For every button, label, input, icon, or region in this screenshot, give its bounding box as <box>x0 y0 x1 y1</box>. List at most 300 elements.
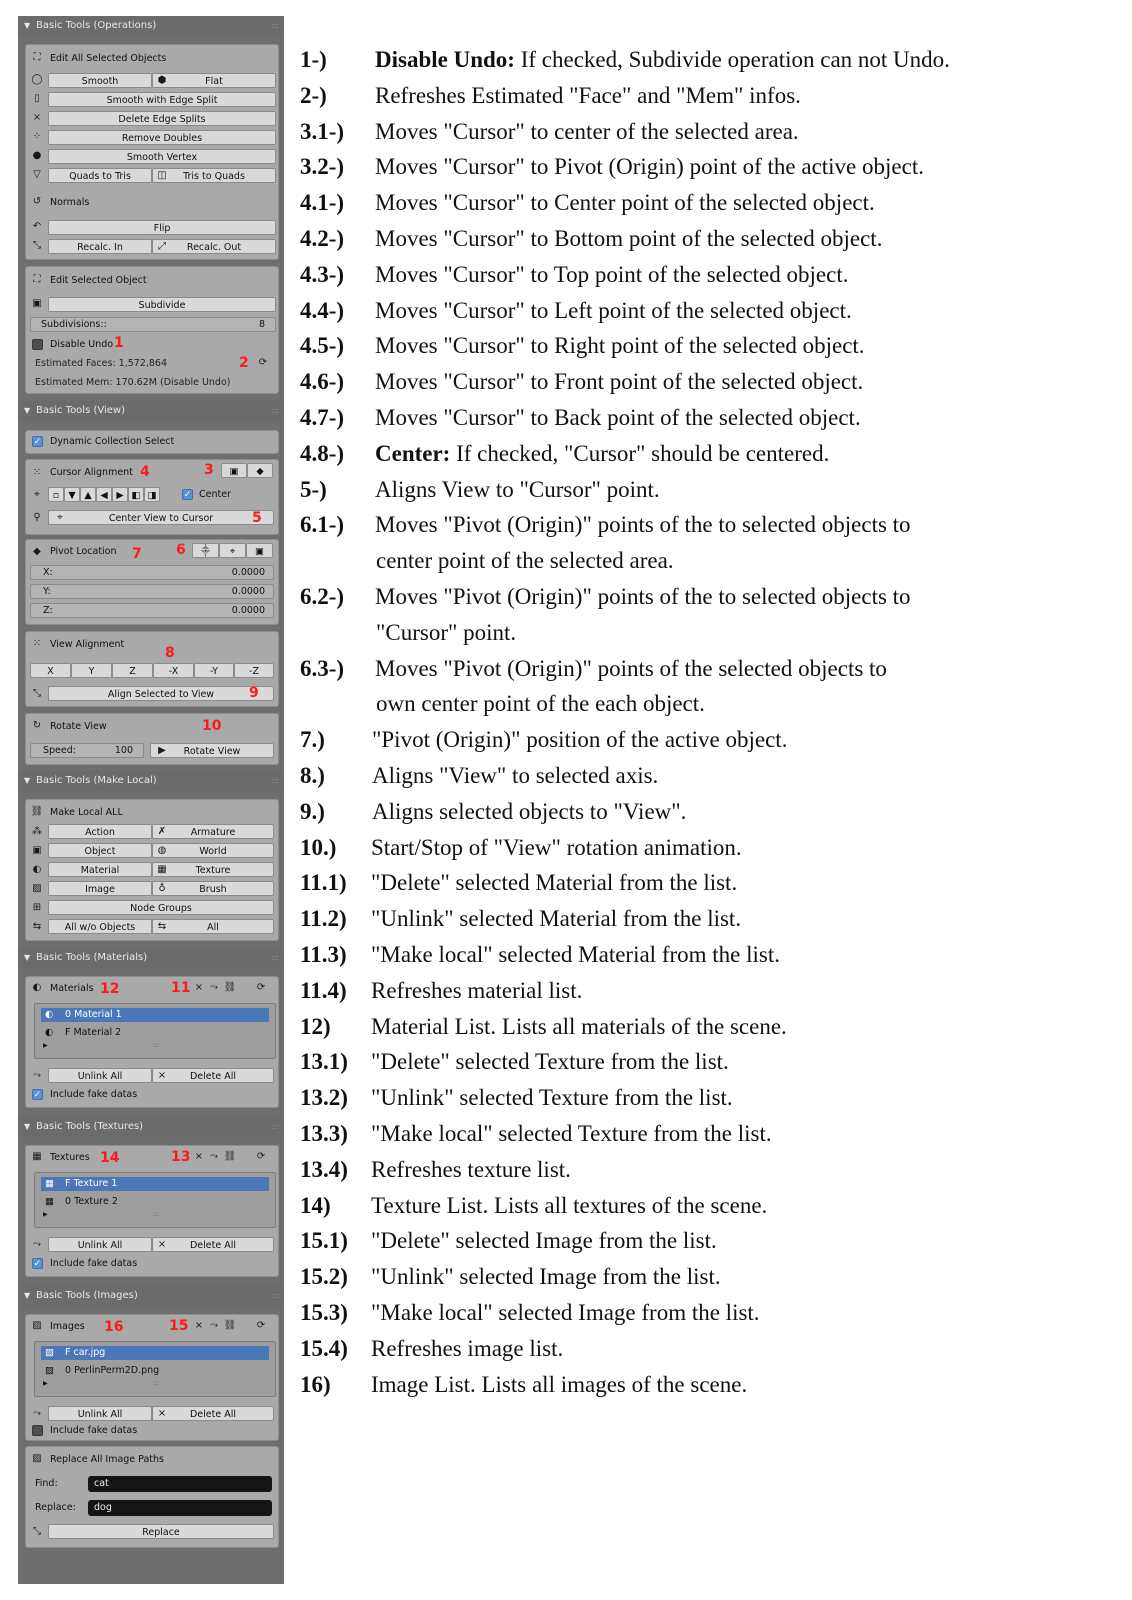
cursor-right-icon: ▶ <box>116 490 124 501</box>
pivot-location-label: Pivot Location <box>50 546 117 557</box>
collapse-triangle-icon: ▼ <box>24 21 31 30</box>
flip-button[interactable]: Flip <box>48 220 276 235</box>
description-text <box>371 830 742 866</box>
cursor-top-icon: ▲ <box>84 490 92 501</box>
material-unlink-icon[interactable]: ⤳ <box>210 982 218 993</box>
material-refresh-icon[interactable]: ⟳ <box>256 982 266 993</box>
pivot-x-value: 0.0000 <box>231 567 265 578</box>
texture-include-fake-label: Include fake datas <box>50 1258 138 1269</box>
cursor-alignment-label: Cursor Alignment <box>50 467 133 478</box>
description-key: 3.2-) <box>300 154 345 180</box>
description-text <box>375 364 863 400</box>
material-item-label: F Material 2 <box>65 1027 122 1038</box>
description-body: If checked, "Cursor" should be centered. <box>450 440 830 466</box>
description-key: 7.) <box>300 727 325 753</box>
image-refresh-icon[interactable]: ⟳ <box>256 1320 266 1331</box>
delete-edge-splits-button[interactable]: Delete Edge Splits <box>48 111 276 126</box>
material-include-fake-checkbox[interactable]: ✓ <box>33 1090 42 1100</box>
recalc-out-button[interactable] <box>152 239 276 254</box>
description-key: 4.3-) <box>300 261 345 287</box>
pivot-z-field[interactable] <box>30 603 274 618</box>
description-key: 11.3) <box>300 942 347 967</box>
rotate-view-icon: ↻ <box>32 720 42 731</box>
image-include-fake-checkbox[interactable] <box>32 1425 43 1436</box>
local-object-button[interactable]: Object <box>48 843 152 858</box>
local-all-wo-objects-button[interactable]: All w/o Objects <box>48 919 152 934</box>
annotation-8: 8 <box>165 645 175 661</box>
pivot-z-value: 0.0000 <box>231 605 265 616</box>
description-text <box>375 257 848 293</box>
list-item[interactable] <box>41 1195 269 1209</box>
description-key: 15.2) <box>300 1264 348 1290</box>
material-item-icon: ◐ <box>45 1009 54 1020</box>
description-body: Moves "Cursor" to Pivot (Origin) point of the active object. <box>375 154 924 180</box>
description-key: 4.2-) <box>300 226 345 251</box>
description-text <box>371 937 780 973</box>
resize-grip-icon[interactable]: ::: <box>153 1042 160 1049</box>
texture-item-label: F Texture 1 <box>65 1178 118 1189</box>
description-text <box>375 436 829 472</box>
pivot-y-value: 0.0000 <box>231 586 265 597</box>
description-bold: Center: <box>375 440 451 466</box>
delete-all-icon: × <box>157 1408 167 1419</box>
rotate-view-box <box>25 713 279 765</box>
replace-button[interactable]: Replace <box>48 1524 274 1539</box>
speed-field[interactable] <box>30 743 144 758</box>
cursor-back-icon: ◨ <box>147 490 157 501</box>
disable-undo-label: Disable Undo <box>50 339 114 350</box>
disable-undo-checkbox[interactable] <box>32 339 43 350</box>
description-body: Moves "Cursor" to Left point of the selected object. <box>375 297 852 323</box>
center-label: Center <box>199 489 231 500</box>
description-body: "Unlink" selected Material from the list. <box>371 906 742 932</box>
texture-label: Texture <box>195 865 231 876</box>
smooth-vertex-icon: ● <box>32 150 42 161</box>
description-body: Refreshes material list. <box>371 977 583 1003</box>
description-body: Start/Stop of "View" rotation animation. <box>371 834 742 860</box>
rotate-view-label: Rotate View <box>50 721 107 732</box>
expand-triangle-icon[interactable]: ▶ <box>43 1380 48 1387</box>
flat-button[interactable] <box>152 73 276 88</box>
cursor-icon: ⌖ <box>34 489 40 500</box>
delete-all-label: Delete All <box>189 1071 236 1082</box>
pivot-to-cursor-button[interactable] <box>219 543 246 558</box>
unlink-all-icon: ⤳ <box>33 1239 41 1250</box>
annotation-3: 3 <box>204 462 214 478</box>
blender-tools-panel <box>18 16 284 1584</box>
description-key: 8.) <box>300 763 325 788</box>
align-neg-y-button[interactable]: -Y <box>194 663 234 678</box>
edge-split-icon: ▯ <box>34 93 40 104</box>
description-body: Moves "Cursor" to center of the selected area. <box>375 118 799 144</box>
list-item[interactable] <box>41 1364 269 1378</box>
center-view-button[interactable] <box>48 510 274 525</box>
center-view-cursor-icon: ⌖ <box>57 512 63 523</box>
images-header-label: Basic Tools (Images) <box>36 1290 138 1301</box>
annotation-7: 7 <box>132 546 142 562</box>
pivot-to-cursor-icon: ⌖ <box>229 546 236 557</box>
pivot-to-selected-button[interactable] <box>192 543 219 558</box>
local-node-groups-button[interactable]: Node Groups <box>48 900 274 915</box>
recalc-out-label: Recalc. Out <box>186 242 242 253</box>
cursor-bottom-button[interactable] <box>64 487 80 502</box>
align-z-button[interactable]: Z <box>112 663 153 678</box>
align-selected-button[interactable]: Align Selected to View <box>48 686 274 701</box>
normals-label: Normals <box>50 197 90 208</box>
collapse-triangle-icon: ▼ <box>24 953 31 962</box>
local-material-button[interactable]: Material <box>48 862 152 877</box>
cursor-top-button[interactable] <box>80 487 96 502</box>
cursor-right-button[interactable] <box>112 487 128 502</box>
description-text <box>372 758 658 794</box>
smooth-icon: ◯ <box>31 74 43 85</box>
texture-refresh-icon[interactable]: ⟳ <box>256 1151 266 1162</box>
edit-mesh-icon: ⛶ <box>33 52 41 63</box>
description-body: Moves "Pivot (Origin)" points of the selected objects to <box>375 655 887 681</box>
edit-all-box <box>25 44 279 260</box>
dynamic-collection-box <box>25 430 279 454</box>
center-view-label: Center View to Cursor <box>108 513 214 524</box>
view-alignment-label: View Alignment <box>50 639 125 650</box>
cursor-alignment-box <box>25 459 279 535</box>
description-text <box>375 42 950 78</box>
description-body: "Make local" selected Material from the list. <box>371 942 780 967</box>
description-body: "Cursor" point. <box>376 619 517 645</box>
collapse-triangle-icon: ▼ <box>24 776 31 785</box>
drag-grip-icon[interactable]: :::: <box>271 406 278 415</box>
material-delete-all-button[interactable] <box>152 1068 274 1083</box>
delete-icon: × <box>32 112 42 123</box>
description-body: Moves "Cursor" to Back point of the selected object. <box>375 405 861 430</box>
textures-header-label: Basic Tools (Textures) <box>36 1121 144 1132</box>
recalc-in-button[interactable]: Recalc. In <box>48 239 152 254</box>
cursor-back-button[interactable] <box>144 487 160 502</box>
description-text <box>375 400 861 436</box>
cursor-to-pivot-button[interactable] <box>247 463 273 478</box>
description-key: 4.5-) <box>300 333 345 359</box>
material-list[interactable] <box>34 1003 276 1059</box>
description-body: Moves "Cursor" to Right point of the selected object. <box>375 333 865 359</box>
description-text <box>375 114 799 150</box>
edit-object-icon: ⛶ <box>33 274 41 285</box>
material-icon: ◐ <box>32 982 42 993</box>
description-text <box>375 78 801 114</box>
recalc-in-icon: ⤡ <box>33 240 41 251</box>
unlink-all-icon: ⤳ <box>33 1408 41 1419</box>
description-body: "Unlink" selected Texture from the list. <box>371 1085 733 1111</box>
description-text <box>375 651 887 687</box>
description-text <box>375 579 911 615</box>
description-body: Refreshes texture list. <box>371 1156 571 1182</box>
drag-grip-icon[interactable]: :::: <box>271 1291 278 1300</box>
texture-unlink-icon[interactable]: ⤳ <box>210 1151 218 1162</box>
description-text <box>371 1223 717 1259</box>
description-text <box>375 221 882 257</box>
brush-icon: ♁ <box>158 883 166 894</box>
node-groups-icon: ⊞ <box>32 902 42 913</box>
description-body: Aligns "View" to selected axis. <box>372 763 659 788</box>
armature-label: Armature <box>190 827 236 838</box>
subdivide-button[interactable]: Subdivide <box>48 297 276 312</box>
list-item[interactable] <box>41 1177 269 1191</box>
speed-label: Speed: <box>43 745 76 756</box>
description-text <box>375 328 865 364</box>
image-delete-all-button[interactable] <box>152 1406 274 1421</box>
description-body: Refreshes Estimated "Face" and "Mem" infos. <box>375 82 801 108</box>
annotation-6: 6 <box>176 542 186 558</box>
align-x-button[interactable]: X <box>30 663 71 678</box>
description-text <box>371 1080 733 1116</box>
description-text <box>376 615 516 651</box>
resize-grip-icon[interactable]: ::: <box>153 1211 160 1218</box>
description-text <box>371 973 582 1009</box>
texture-delete-icon[interactable]: × <box>194 1151 204 1162</box>
description-text <box>372 722 787 758</box>
collapse-triangle-icon: ▼ <box>24 1122 31 1131</box>
delete-all-icon: × <box>157 1070 167 1081</box>
make-local-header[interactable] <box>18 771 284 791</box>
drag-grip-icon[interactable]: :::: <box>271 776 278 785</box>
description-body: Aligns selected objects to "View". <box>372 798 687 824</box>
subdivide-icon: ▣ <box>32 298 42 309</box>
description-text <box>371 1367 747 1403</box>
description-key: 6.1-) <box>300 512 345 538</box>
rotate-view-button-label: Rotate View <box>183 746 241 757</box>
texture-list[interactable] <box>34 1172 276 1228</box>
drag-grip-icon[interactable]: :::: <box>271 1122 278 1131</box>
collapse-triangle-icon: ▼ <box>24 1291 31 1300</box>
list-item[interactable] <box>41 1346 269 1360</box>
description-key: 2-) <box>300 82 327 108</box>
drag-grip-icon[interactable]: :::: <box>271 953 278 962</box>
description-body: "Unlink" selected Image from the list. <box>371 1264 721 1290</box>
description-key: 6.3-) <box>300 655 345 681</box>
align-selected-icon: ⤡ <box>33 688 41 699</box>
description-text <box>375 185 875 221</box>
edit-all-label: Edit All Selected Objects <box>50 53 167 64</box>
description-text <box>376 543 674 579</box>
unlink-all-icon: ⤳ <box>33 1070 41 1081</box>
description-text <box>371 865 737 901</box>
local-all-button[interactable] <box>152 919 274 934</box>
operations-header-label: Basic Tools (Operations) <box>36 20 157 31</box>
all-icon: ⇆ <box>157 921 167 932</box>
description-body: center point of the selected area. <box>376 548 674 574</box>
description-body: Moves "Cursor" to Center point of the selected object. <box>375 190 875 216</box>
smooth-button[interactable]: Smooth <box>48 73 152 88</box>
description-body: Texture List. Lists all textures of the scene. <box>371 1192 768 1218</box>
description-text <box>371 1152 571 1188</box>
texture-make-local-icon[interactable]: ⛓ <box>223 1151 237 1162</box>
image-list[interactable] <box>34 1341 276 1397</box>
local-image-button[interactable]: Image <box>48 881 152 896</box>
texture-item-label: 0 Texture 2 <box>65 1196 118 1207</box>
description-body: "Pivot (Origin)" position of the active object. <box>372 727 788 753</box>
material-include-fake-label: Include fake datas <box>50 1089 138 1100</box>
local-texture-button[interactable] <box>152 862 274 877</box>
link-icon: ⛓ <box>30 806 44 817</box>
flip-icon: ↶ <box>32 221 42 232</box>
description-text <box>371 1009 787 1045</box>
dynamic-collection-checkbox[interactable]: ✓ <box>33 437 42 447</box>
world-label: World <box>199 846 227 857</box>
delete-all-icon: × <box>157 1239 167 1250</box>
subdivisions-field[interactable] <box>30 317 276 332</box>
make-local-box <box>25 799 279 941</box>
description-key: 15.3) <box>300 1300 348 1325</box>
description-body: "Make local" selected Image from the list. <box>371 1300 760 1325</box>
description-key: 12) <box>300 1013 331 1039</box>
cursor-front-icon: ◧ <box>131 490 141 501</box>
annotation-12: 12 <box>100 981 120 997</box>
pivot-location-box <box>25 539 279 625</box>
cursor-front-button[interactable] <box>128 487 144 502</box>
pivot-to-own-center-button[interactable] <box>246 543 273 558</box>
annotation-13: 13 <box>171 1149 191 1165</box>
annotation-15: 15 <box>169 1318 189 1334</box>
description-key: 13.4) <box>300 1156 348 1182</box>
image-unlink-all-button[interactable]: Unlink All <box>48 1406 152 1421</box>
object-icon: ▣ <box>32 845 42 856</box>
description-key: 9.) <box>300 798 325 824</box>
resize-grip-icon[interactable]: ::: <box>153 1380 160 1387</box>
description-text <box>375 293 852 329</box>
description-body: Moves "Cursor" to Top point of the selected object. <box>375 261 849 287</box>
align-neg-z-button[interactable]: -Z <box>234 663 274 678</box>
recalc-out-icon: ⤢ <box>158 241 166 252</box>
armature-icon: ✗ <box>157 826 167 837</box>
pivot-y-label: Y: <box>43 586 51 597</box>
textures-header[interactable] <box>18 1117 284 1137</box>
texture-unlink-all-button[interactable]: Unlink All <box>48 1237 152 1252</box>
material-icon: ◐ <box>32 864 42 875</box>
material-item-icon: ◐ <box>45 1027 54 1038</box>
description-text <box>375 507 911 543</box>
pivot-z-label: Z: <box>43 605 53 616</box>
local-action-button[interactable]: Action <box>48 824 152 839</box>
cursor-to-selected-icon: ▣ <box>229 466 239 477</box>
center-checkbox[interactable]: ✓ <box>183 490 192 500</box>
pivot-icon: ◆ <box>33 546 41 557</box>
image-unlink-icon[interactable]: ⤳ <box>210 1320 218 1331</box>
image-delete-icon[interactable]: × <box>194 1320 204 1331</box>
list-item[interactable] <box>41 1026 269 1040</box>
smooth-edge-split-button[interactable]: Smooth with Edge Split <box>48 92 276 107</box>
material-unlink-all-button[interactable]: Unlink All <box>48 1068 152 1083</box>
description-text <box>372 794 686 830</box>
tris-to-quads-button[interactable] <box>152 168 276 183</box>
delete-all-label: Delete All <box>189 1240 236 1251</box>
align-y-button[interactable]: Y <box>71 663 112 678</box>
material-item-label: 0 Material 1 <box>65 1009 122 1020</box>
cursor-to-selected-button[interactable] <box>221 463 247 478</box>
cursor-center-button[interactable] <box>48 487 64 502</box>
pivot-y-field[interactable] <box>30 584 274 599</box>
materials-header[interactable] <box>18 948 284 968</box>
description-key: 1-) <box>300 47 327 72</box>
local-world-button[interactable] <box>152 843 274 858</box>
dynamic-collection-label: Dynamic Collection Select <box>50 436 175 447</box>
material-delete-icon[interactable]: × <box>194 982 204 993</box>
image-make-local-icon[interactable]: ⛓ <box>223 1320 237 1331</box>
description-key: 4.8-) <box>300 440 345 466</box>
textures-box <box>25 1145 279 1277</box>
expand-triangle-icon[interactable]: ▶ <box>43 1211 48 1218</box>
local-brush-button[interactable] <box>152 881 274 896</box>
description-key: 16) <box>300 1371 331 1397</box>
drag-grip-icon[interactable]: :::: <box>271 21 278 30</box>
description-body: If checked, Subdivide operation can not Undo. <box>514 47 950 72</box>
images-header[interactable] <box>18 1286 284 1306</box>
description-key: 4.4-) <box>300 297 345 323</box>
cursor-left-button[interactable] <box>96 487 112 502</box>
description-body: Image List. Lists all images of the scene. <box>371 1371 748 1397</box>
annotation-10: 10 <box>202 718 222 734</box>
description-body: "Make local" selected Texture from the list. <box>371 1121 772 1146</box>
image-item-label: 0 PerlinPerm2D.png <box>65 1365 160 1376</box>
brush-label: Brush <box>199 884 227 895</box>
local-armature-button[interactable] <box>152 824 274 839</box>
list-item[interactable] <box>41 1008 269 1022</box>
quads-to-tris-button[interactable]: Quads to Tris <box>48 168 152 183</box>
subdivisions-value: 8 <box>258 319 265 330</box>
description-text <box>376 686 705 722</box>
description-text <box>371 1331 563 1367</box>
texture-include-fake-checkbox[interactable]: ✓ <box>33 1259 42 1269</box>
description-text <box>375 149 924 185</box>
description-key: 3.1-) <box>300 118 345 144</box>
quads-to-tris-icon: ▽ <box>33 169 41 180</box>
remove-doubles-button[interactable]: Remove Doubles <box>48 130 276 145</box>
image-icon: ▨ <box>32 1320 42 1331</box>
view-alignment-box <box>25 631 279 707</box>
normals-icon: ↺ <box>32 196 42 207</box>
textures-label: Textures <box>50 1152 90 1163</box>
description-body: Moves "Pivot (Origin)" points of the to selected objects to <box>375 512 911 538</box>
replace-paths-box <box>25 1446 279 1548</box>
texture-delete-all-button[interactable] <box>152 1237 274 1252</box>
description-body: "Delete" selected Material from the list. <box>371 870 738 896</box>
all-label: All <box>207 922 219 933</box>
cursor-bottom-icon: ▼ <box>68 490 76 501</box>
description-text <box>371 1295 760 1331</box>
rotate-view-button[interactable] <box>150 743 274 758</box>
materials-box <box>25 976 279 1108</box>
texture-icon: ▦ <box>32 1151 42 1162</box>
smooth-vertex-button[interactable]: Smooth Vertex <box>48 149 276 164</box>
description-body: Aligns View to "Cursor" point. <box>375 476 660 502</box>
refresh-icon[interactable]: ⟳ <box>258 357 268 368</box>
view-header-label: Basic Tools (View) <box>36 405 125 416</box>
description-body: Material List. Lists all materials of the scene. <box>371 1013 787 1039</box>
pivot-x-field[interactable] <box>30 565 274 580</box>
replace-input[interactable]: dog <box>88 1500 272 1516</box>
find-input[interactable]: cat <box>88 1476 272 1492</box>
action-icon: ⁂ <box>32 826 42 837</box>
align-neg-x-button[interactable]: -X <box>153 663 194 678</box>
annotation-1: 1 <box>114 335 124 351</box>
all-wo-objects-icon: ⇆ <box>32 921 42 932</box>
zoom-icon: ⚲ <box>33 512 41 523</box>
view-header[interactable] <box>18 401 284 421</box>
material-make-local-icon[interactable]: ⛓ <box>223 982 237 993</box>
description-key: 11.2) <box>300 906 347 932</box>
annotation-5: 5 <box>252 510 262 526</box>
expand-triangle-icon[interactable]: ▶ <box>43 1042 48 1049</box>
operations-header[interactable] <box>18 16 284 36</box>
image-include-fake-label: Include fake datas <box>50 1425 138 1436</box>
description-key: 6.2-) <box>300 584 345 609</box>
